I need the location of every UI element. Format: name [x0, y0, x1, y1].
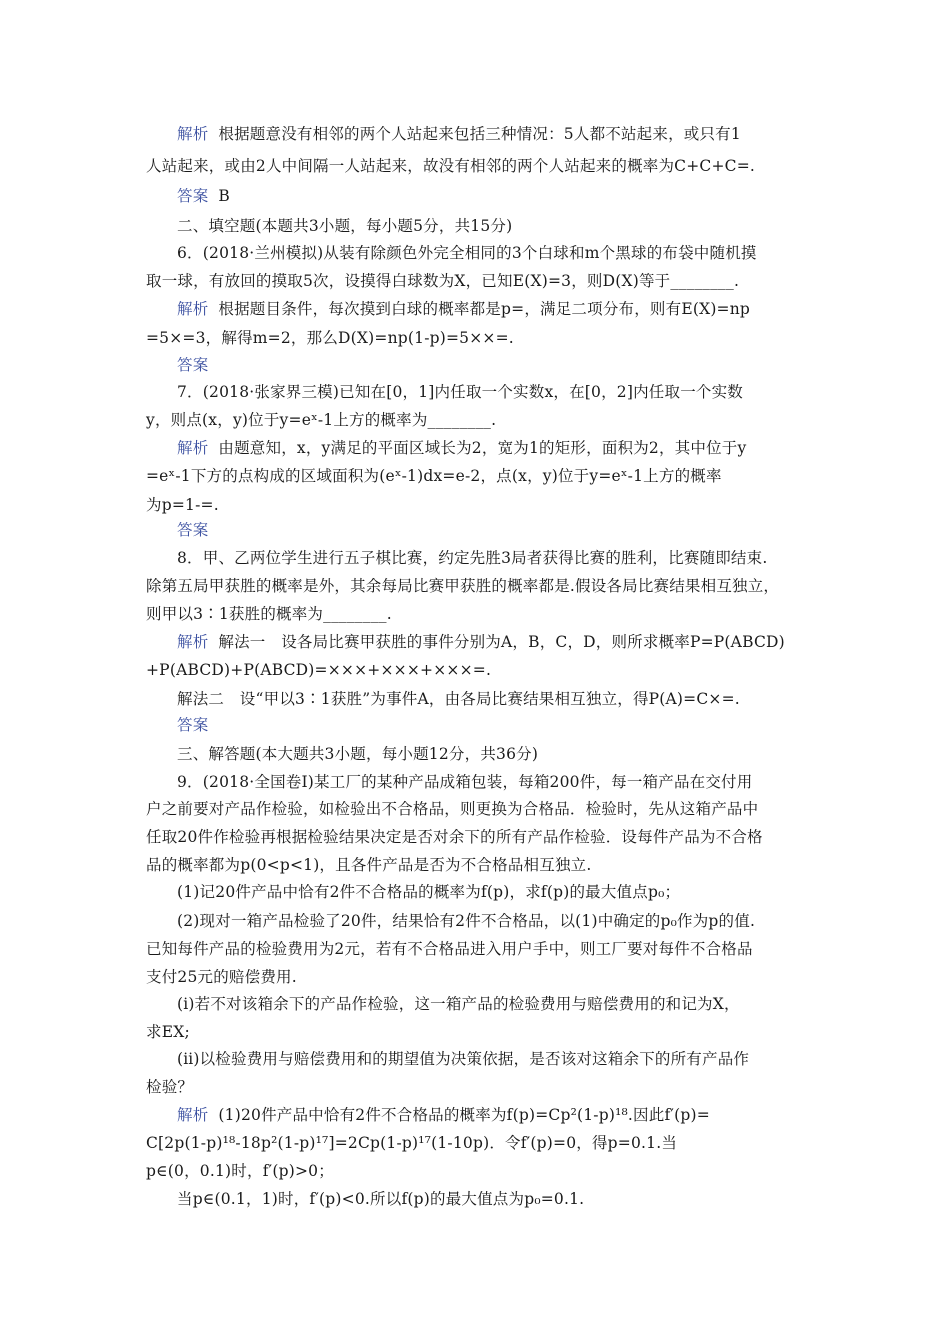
- answer-line: [177, 185, 230, 207]
- line-text: (1)记20件产品中恰有2件不合格品的概率为f(p)，求f(p)的最大值点p₀；: [177, 883, 681, 901]
- line-text: 根据题目条件，每次摸到白球的概率都是p=，满足二项分布，则有E(X)=np: [218, 300, 751, 318]
- line-text: 8．甲、乙两位学生进行五子棋比赛，约定先胜3局者获得比赛的胜利，比赛随即结束.: [177, 549, 768, 567]
- analysis-label: 解析: [177, 633, 209, 651]
- analysis-label: 解析: [177, 439, 209, 457]
- text-line: [177, 381, 743, 403]
- analysis-label: 解析: [177, 1106, 209, 1124]
- line-text: 已知每件产品的检验费用为2元，若有不合格品进入用户手中，则工厂要对每件不合格品: [146, 940, 753, 958]
- line-text: (1)20件产品中恰有2件不合格品的概率为f(p)=Cp²(1-p)¹⁸.因此f′(p)=: [218, 1106, 710, 1124]
- analysis-line: [177, 437, 746, 459]
- answer-label: 答案: [177, 187, 209, 205]
- line-text: 7．(2018·张家界三模)已知在[0，1]内任取一个实数x，在[0，2]内任取一个实数: [177, 383, 744, 401]
- line-text: 则甲以3∶1获胜的概率为________.: [146, 605, 392, 623]
- line-text: 三、解答题(本大题共3小题，每小题12分，共36分): [177, 745, 539, 763]
- line-text: 解法二 设“甲以3∶1获胜”为事件A，由各局比赛结果相互独立，得P(A)=C×=.: [177, 690, 740, 708]
- line-text: =5×=3，解得m=2，那么D(X)=np(1-p)=5××=.: [146, 329, 514, 347]
- line-text: 解法一 设各局比赛甲获胜的事件分别为A，B，C，D，则所求概率P=P(ABCD): [218, 633, 785, 651]
- answer-line: [177, 519, 208, 541]
- answer-line: [177, 714, 208, 736]
- line-text: 为p=1-=.: [146, 496, 219, 514]
- text-line: [177, 993, 740, 1015]
- line-text: 由题意知，x，y满足的平面区域长为2，宽为1的矩形，面积为2，其中位于y: [218, 439, 747, 457]
- text-line: [177, 1188, 584, 1210]
- line-text: 6．(2018·兰州模拟)从装有除颜色外完全相同的3个白球和m个黑球的布袋中随机摸: [177, 244, 757, 262]
- line-text: 任取20件作检验再根据检验结果决定是否对余下的所有产品作检验．设每件产品为不合格: [146, 828, 763, 846]
- line-text: y，则点(x，y)位于y=eˣ-1上方的概率为________.: [146, 411, 497, 429]
- line-text: =eˣ-1下方的点构成的区域面积为(eˣ-1)dx=e-2，点(x，y)位于y=eˣ-1上方的概率: [146, 467, 722, 485]
- text-line: [146, 603, 392, 625]
- analysis-line: [177, 631, 785, 653]
- line-text: 根据题意没有相邻的两个人站起来包括三种情况：5人都不站起来，或只有1: [218, 125, 741, 143]
- text-line: [146, 409, 496, 431]
- line-text: 支付25元的赔偿费用.: [146, 968, 297, 986]
- analysis-label: 解析: [177, 300, 209, 318]
- analysis-line: [177, 298, 750, 320]
- text-line: [146, 966, 297, 988]
- text-line: [177, 688, 740, 710]
- text-line: [177, 743, 538, 765]
- answer-label: 答案: [177, 356, 209, 374]
- analysis-line: [177, 1104, 710, 1126]
- answer-line: [177, 354, 208, 376]
- line-text: 9．(2018·全国卷Ⅰ)某工厂的某种产品成箱包装，每箱200件，每一箱产品在交付用: [177, 773, 753, 791]
- line-text: 人站起来，或由2人中间隔一人站起来，故没有相邻的两个人站起来的概率为C+C+C=.: [146, 157, 756, 175]
- text-line: [146, 826, 763, 848]
- line-text: 求EX;: [146, 1023, 190, 1041]
- line-text: 取一球，有放回的摸取5次，设摸得白球数为X，已知E(X)=3，则D(X)等于________.: [146, 272, 740, 290]
- text-line: [146, 1021, 190, 1043]
- text-line: [177, 910, 755, 932]
- text-line: [146, 854, 591, 876]
- text-line: [146, 494, 219, 516]
- text-line: [177, 215, 512, 237]
- line-text: B: [218, 187, 230, 205]
- text-line: [146, 465, 722, 487]
- line-text: C[2p(1-p)¹⁸-18p²(1-p)¹⁷]=2Cp(1-p)¹⁷(1-10p)．令f′(p)=0，得p=0.1.当: [146, 1134, 678, 1152]
- text-line: [146, 1076, 193, 1098]
- line-text: +P(ABCD)+P(ABCD)=×××+×××+×××=.: [146, 661, 492, 679]
- line-text: (ⅱ)以检验费用与赔偿费用和的期望值为决策依据，是否该对这箱余下的所有产品作: [177, 1050, 750, 1068]
- line-text: 二、填空题(本题共3小题，每小题5分，共15分): [177, 217, 513, 235]
- line-text: 检验？: [146, 1078, 194, 1096]
- text-line: [146, 155, 755, 177]
- text-line: [177, 547, 767, 569]
- line-text: 当p∈(0.1，1)时，f′(p)<0.所以f(p)的最大值点为p₀=0.1.: [177, 1190, 585, 1208]
- analysis-label: 解析: [177, 125, 209, 143]
- line-text: 除第五局甲获胜的概率是外，其余每局比赛甲获胜的概率都是.假设各局比赛结果相互独立，: [146, 577, 780, 595]
- line-text: p∈(0，0.1)时，f′(p)>0；: [146, 1162, 334, 1180]
- text-line: [146, 659, 491, 681]
- line-text: (2)现对一箱产品检验了20件，结果恰有2件不合格品，以(1)中确定的p₀作为p的值.: [177, 912, 756, 930]
- text-line: [146, 938, 753, 960]
- text-line: [146, 327, 514, 349]
- text-line: [146, 1132, 677, 1154]
- answer-label: 答案: [177, 521, 209, 539]
- line-text: 户之前要对产品作检验，如检验出不合格品，则更换为合格品．检验时，先从这箱产品中: [146, 800, 759, 818]
- text-line: [146, 575, 779, 597]
- text-line: [146, 798, 758, 820]
- text-line: [146, 270, 739, 292]
- line-text: 品的概率都为p(0<p<1)，且各件产品是否为不合格品相互独立.: [146, 856, 592, 874]
- text-line: [177, 771, 752, 793]
- text-line: [177, 242, 757, 264]
- text-line: [177, 881, 680, 903]
- line-text: (ⅰ)若不对该箱余下的产品作检验，这一箱产品的检验费用与赔偿费用的和记为X，: [177, 995, 740, 1013]
- answer-label: 答案: [177, 716, 209, 734]
- analysis-line: [177, 123, 741, 145]
- text-line: [146, 1160, 334, 1182]
- text-line: [177, 1048, 749, 1070]
